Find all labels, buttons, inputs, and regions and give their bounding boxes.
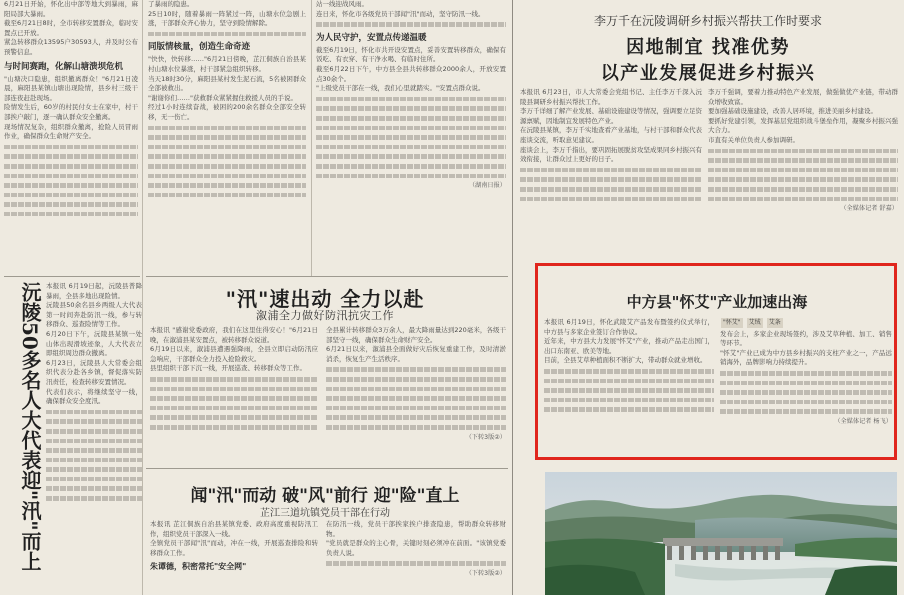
- article-text: 目前，全县艾草种植面积不断扩大，带动群众就业增收。: [544, 356, 707, 365]
- col2-top: [148, 0, 306, 276]
- article-text: 当天18时30分，麻阳县某村发生泥石流，5名被困群众全部被救出。: [148, 74, 306, 93]
- article-text: 连日来，怀化市各级党员干部闻"汛"而动，坚守防汛一线。: [316, 9, 485, 18]
- article-text: "怀艾"产业已成为中方县乡村振兴的支柱产业之一，产品远销海外，品牌影响力持续提升。: [720, 348, 892, 367]
- bottom-col-a: [150, 520, 318, 595]
- tag-chip: 艾条: [768, 319, 781, 326]
- article-text: 要抓好党建引领，发挥基层党组织战斗堡垒作用，凝聚乡村振兴强大合力。: [708, 116, 898, 135]
- article-text: 6月21日开始，怀化出中部等地大到暴雨，麻阳局部大暴雨。: [4, 0, 138, 18]
- article-text: 在沅陵县某镇，李万千实地查看产业基地，与村干部和群众代表座谈交流，听取意见建议。: [520, 126, 702, 144]
- article-text: 截至6月21日8时，全市转移安置群众，临时安置点已开放。: [4, 19, 138, 37]
- editor-credit: （湖南日报）: [468, 182, 506, 190]
- article-text: 近年来，中方县大力发展"怀艾"产业，推动产品走出国门，出口东南亚、欧美等地。: [544, 337, 714, 355]
- col1-top: [4, 0, 138, 218]
- article-text: 座谈会上，李万千指出，要巩固拓展脱贫攻坚成果同乡村振兴有效衔接，让群众过上更好的日子。: [520, 145, 702, 164]
- boxed-col-b: [720, 318, 892, 454]
- editor-credit: （下转3版②）: [465, 433, 506, 441]
- article-text: 本报讯 6月23日，市人大常委会党组书记、主任李万千深入沅陵县调研乡村振兴帮扶工作。: [520, 88, 702, 106]
- article-text: 代表们表示，将继续坚守一线，确保群众安全度汛。: [46, 387, 142, 406]
- article-text: "党员就是群众的主心骨，关键时刻必须冲在前面。"该镇党委负责人说。: [326, 539, 506, 557]
- right-headline-2: 以产业发展促进乡村振兴: [600, 63, 816, 84]
- article-text: "快快，快转移……"6月21日傍晚，芷江侗族自治县某村山塘水位暴涨，村干部紧急组织转移。: [148, 55, 306, 73]
- article-text: 现场情况复杂，组织群众撤离，抢险人员冒雨作业，确保群众生命财产安全。: [4, 122, 138, 141]
- section-subhead: 同版情核量，创造生命奇迹: [148, 42, 251, 53]
- article-text: 险情发生后，60岁的村民付女士在家中，村干部挨户敲门，逐一确认群众安全撤离。: [4, 103, 138, 121]
- article-text: 全镇党员干部闻"汛"而动，冲在一线，开展巡查排险和转移群众工作。: [150, 539, 318, 557]
- editor-credit: （全媒体记者 舒嘉）: [840, 205, 898, 213]
- article-text: 站一线迎战风雨。: [316, 0, 368, 8]
- article-text: 6月21日以来，溆浦县全面做好灾后恢复重建工作，及时清淤消杀，恢复生产生活秩序。: [326, 345, 506, 363]
- right-col-b: [708, 88, 898, 258]
- article-text: 发布会上，多家企业现场签约，涉及艾草种植、加工、销售等环节。: [720, 329, 892, 348]
- article-text: 截至6月22日下午，中方县全县共转移群众2000余人，开放安置点30余个。: [316, 64, 506, 83]
- section-subhead: 为人民守护，安置点传递温暖: [316, 32, 427, 43]
- article-text: 6月20日下午，沅陵县某镇一处山体出现滑坡迹象，人大代表立即组织周边群众撤离。: [46, 329, 142, 358]
- section-subhead: 朱谭德，积密常托"安全网": [150, 562, 247, 572]
- col1-bottom: [46, 282, 142, 595]
- article-text: 经过1小时连续奋战，被困的200余名群众全部安全转移，无一伤亡。: [148, 103, 306, 121]
- bottom-subheadline: 芷江三道坑镇党员干部在行动: [260, 508, 390, 519]
- article-text: 沅陵县50余名县乡两级人大代表第一时间奔赴防汛一线，参与转移群众、巡查险情等工作。: [46, 301, 142, 329]
- mid-col-b: [326, 326, 506, 464]
- dam-landscape-image: [545, 472, 897, 595]
- boxed-headline: 中方县"怀艾"产业加速出海: [626, 293, 808, 311]
- article-text: 了暴雨的隐患。: [148, 0, 194, 8]
- article-text: 紧急转移群众13595户30593人，并及时公布预警信息。: [4, 38, 138, 56]
- right-col-a: [520, 88, 702, 258]
- col3-top: [316, 0, 506, 276]
- tag-chip: "怀艾": [723, 319, 741, 326]
- vertical-headline: 沅陵50多名人大代表迎"汛"而上: [18, 282, 42, 571]
- article-text: 截至6月19日，怀化市共开设安置点，妥善安置转移群众，确保有饭吃、有衣穿、有干净水喝、有临时住所。: [316, 45, 506, 64]
- mid-headline: "汛"速出动 全力以赴: [225, 287, 425, 311]
- section-subhead: 与时间赛跑，化解山塘溃坝危机: [4, 61, 124, 72]
- boxed-col-a: [544, 318, 714, 454]
- article-text: 本报讯 "感谢党委政府，我们在这里住得安心！"6月21日晚，在溆浦县某安置点，被转移群众说道。: [150, 326, 318, 344]
- right-kicker: 李万千在沅陵调研乡村振兴帮扶工作时要求: [593, 14, 822, 28]
- right-headline-1: 因地制宜 找准优势: [626, 37, 790, 58]
- article-text: 本报讯 6月19日起，沅陵县普降暴雨，全县多地出现险情。: [46, 282, 142, 300]
- editor-credit: （下转3版②）: [465, 569, 506, 577]
- article-text: "谢谢你们……"获救群众紧紧握住救援人员的手说。: [148, 93, 297, 102]
- article-text: 6月19日以来，溆浦县遭遇强降雨，全县立即启动防汛应急响应，干部群众全力投入抢险救灾。: [150, 345, 318, 363]
- mid-col-a: [150, 326, 318, 464]
- dam-photo: [545, 472, 897, 595]
- article-text: 李万千详细了解产业发展、基础设施建设等情况，强调要立足资源禀赋，因地制宜发展特色产业。: [520, 107, 702, 125]
- article-text: 市直有关单位负责人参加调研。: [708, 135, 799, 144]
- article-text: 在防汛一线，党员干部挨家挨户排查隐患，帮助群众转移财物。: [326, 520, 506, 538]
- tag-chip: 艾绒: [748, 319, 761, 326]
- article-text: 25日10时，随着暴雨一阵紧过一阵，山塘水位急剧上涨，干部群众齐心协力，坚守到险情解除。: [148, 9, 306, 28]
- article-text: 全县累计转移群众3万余人，最大降雨量达到220毫米，各级干部坚守一线，确保群众生命财产安全。: [326, 326, 506, 344]
- article-text: 李万千强调，要着力推动特色产业发展，做强做优产业链，带动群众增收致富。: [708, 88, 898, 106]
- article-text: "上级党员干部在一线，我们心里就踏实。"安置点群众说。: [316, 84, 485, 93]
- article-text: 县里组织干部下沉一线，开展巡查、转移群众等工作。: [150, 364, 306, 373]
- editor-credit: （全媒体记者 杨飞）: [834, 417, 892, 425]
- article-text: 6月23日，沅陵县人大常委会组织代表分赴各乡镇，督促落实防汛责任，检查转移安置情况。: [46, 358, 142, 386]
- bottom-col-b: [326, 520, 506, 595]
- bottom-headline: 闻"汛"而动 破"风"前行 迎"险"直上: [190, 486, 460, 506]
- article-text: "山塘决口隐患，组织撤离群众！"6月21日凌晨，麻阳县某镇山塘出现险情，县乡村三级干部连夜赶赴现场。: [4, 74, 138, 102]
- article-text: 本报讯 6月19日，怀化武陵艾产品发布暨签约仪式举行，中方县与多家企业签订合作协议。: [544, 318, 714, 336]
- mid-subheadline: 溆浦全力做好防汛抗灾工作: [256, 309, 394, 322]
- article-text: 本报讯 芷江侗族自治县某镇党委、政府高度重视防汛工作，组织党员干部深入一线。: [150, 520, 318, 538]
- article-text: 要加强基础设施建设，改善人居环境，推进美丽乡村建设。: [708, 107, 877, 116]
